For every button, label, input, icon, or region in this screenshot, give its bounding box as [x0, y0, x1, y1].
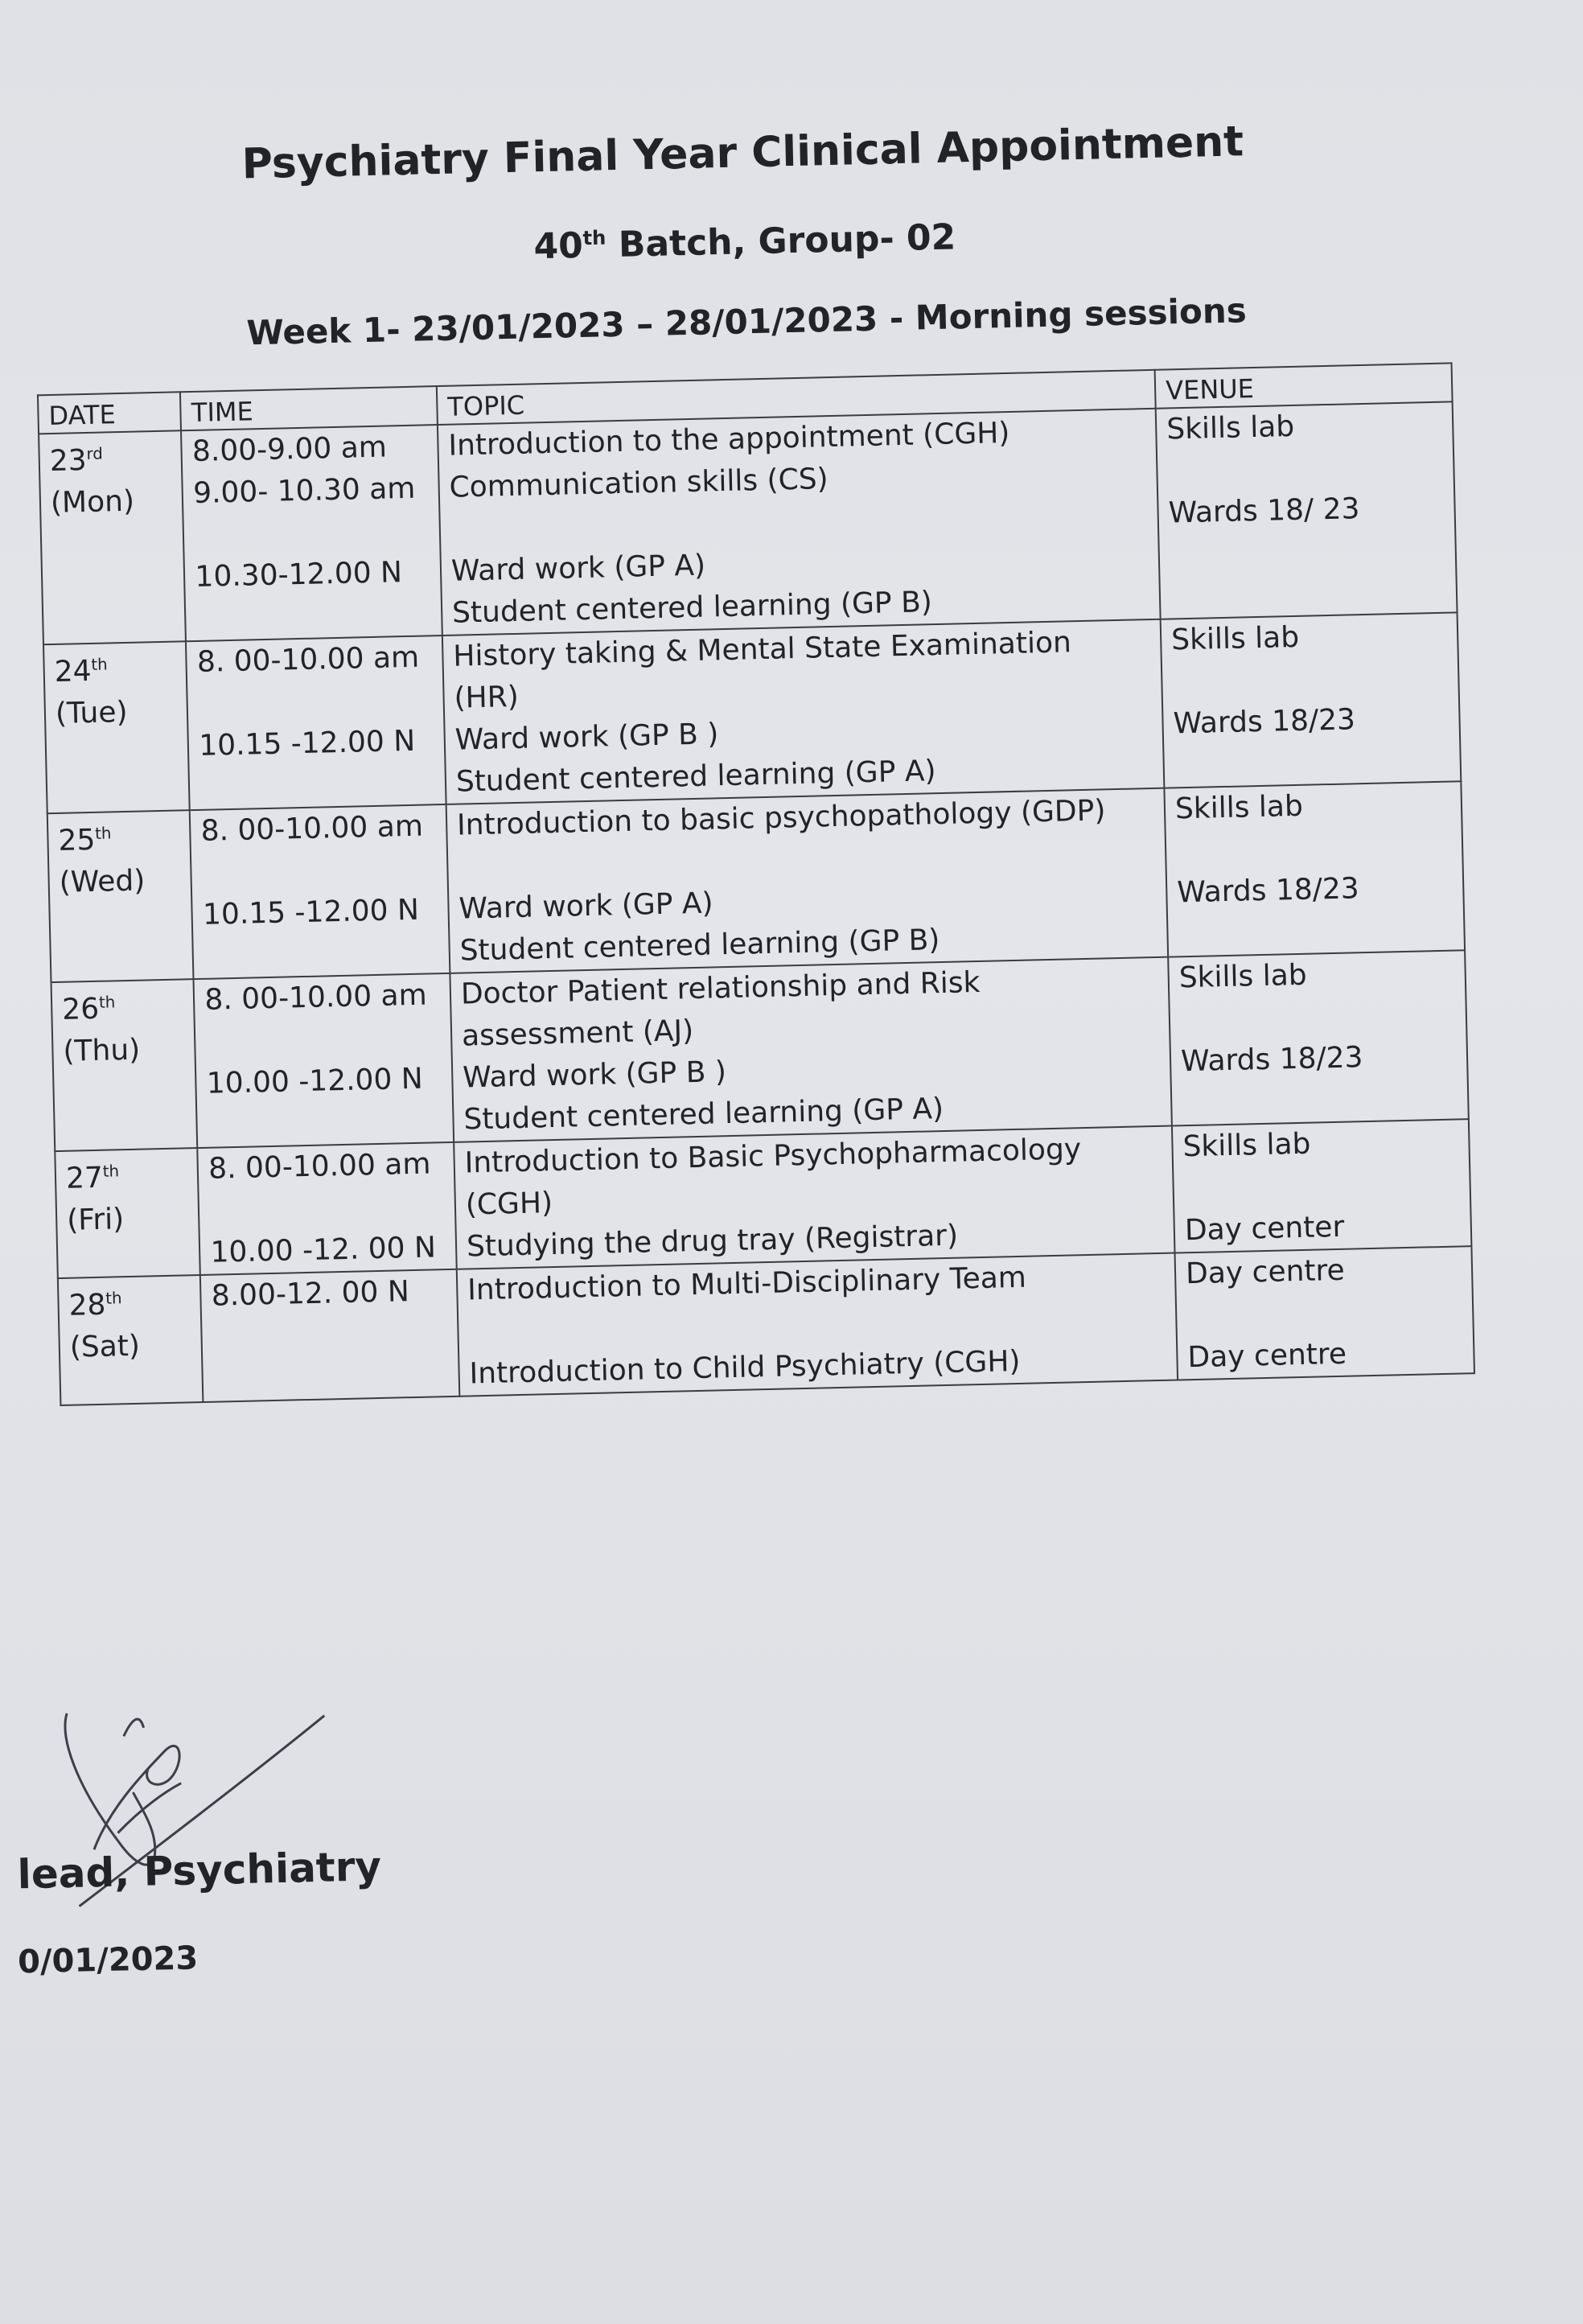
- day-name: (Sat): [69, 1329, 141, 1364]
- venue-cell: [1172, 1119, 1471, 1252]
- batch-ordinal: th: [582, 226, 606, 250]
- topic-line: Introduction to Child Psychiatry (CGH): [469, 1344, 1021, 1391]
- venue-line: Skills lab: [1166, 409, 1295, 446]
- topic-line: History taking & Mental State Examination: [452, 626, 1072, 673]
- venue-line: Wards 18/ 23: [1168, 492, 1360, 530]
- day-name: (Wed): [59, 864, 146, 899]
- day-number: 23: [49, 443, 88, 479]
- time-slot: 10.15 -12.00 N: [198, 724, 416, 763]
- date-cell: [51, 979, 198, 1151]
- venue-cell: [1175, 1246, 1474, 1380]
- time-slot: 10.30-12.00 N: [195, 556, 403, 594]
- time-cell: [200, 1269, 459, 1402]
- line-gap: [1179, 993, 1456, 1042]
- day-name: (Tue): [55, 695, 128, 730]
- topic-line: Student centered learning (GP B): [459, 923, 940, 968]
- document-title: Psychiatry Final Year Clinical Appointment: [241, 117, 1244, 189]
- line-gap: [1172, 656, 1449, 704]
- line-gap: [1176, 825, 1453, 873]
- time-slot: 8.00-9.00 am: [191, 430, 388, 468]
- topic-line: Doctor Patient relationship and Risk: [460, 965, 981, 1011]
- time-slot: 8.00-12. 00 N: [211, 1275, 410, 1313]
- time-slot: 8. 00-10.00 am: [204, 978, 428, 1017]
- line-gap: [201, 847, 438, 895]
- line-gap: [1186, 1289, 1463, 1337]
- time-cell: [198, 1142, 457, 1275]
- venue-cell: [1168, 950, 1469, 1125]
- date-cell: [47, 810, 194, 982]
- venue-line: Day centre: [1187, 1337, 1347, 1375]
- week-line: Week 1- 23/01/2023 – 28/01/2023 - Morning sessions: [246, 290, 1248, 353]
- venue-line: Day center: [1184, 1210, 1345, 1248]
- header-date: DATE: [38, 392, 181, 434]
- line-gap: [205, 1016, 442, 1063]
- time-slot: 10.15 -12.00 N: [202, 893, 420, 932]
- topic-cell: [442, 619, 1165, 804]
- topic-line: Studying the drug tray (Registrar): [466, 1219, 959, 1264]
- topic-cell: [454, 1126, 1174, 1269]
- time-cell: [190, 804, 450, 979]
- day-name: (Thu): [63, 1033, 141, 1068]
- day-ordinal: th: [105, 1289, 122, 1308]
- day-ordinal: th: [91, 655, 108, 674]
- batch-number: 40: [532, 224, 584, 268]
- date-cell: [58, 1275, 204, 1405]
- day-number: 24: [54, 654, 93, 689]
- venue-line: Skills lab: [1170, 620, 1300, 657]
- day-name: (Fri): [66, 1203, 125, 1237]
- day-number: 28: [68, 1288, 106, 1322]
- table-row: [39, 401, 1457, 644]
- topic-line: Ward work (GP A): [450, 549, 706, 588]
- venue-line: Skills lab: [1182, 1127, 1311, 1164]
- topic-line: Introduction to Multi-Disciplinary Team: [467, 1261, 1027, 1307]
- venue-line: Skills lab: [1174, 789, 1304, 826]
- time-cell: [194, 973, 454, 1148]
- venue-cell: [1164, 781, 1465, 956]
- day-ordinal: rd: [86, 444, 104, 463]
- topic-line: Communication skills (CS): [449, 463, 829, 504]
- topic-line: (CGH): [465, 1187, 553, 1222]
- table-row: [47, 781, 1465, 982]
- venue-cell: [1156, 401, 1458, 619]
- day-number: 25: [58, 823, 96, 858]
- venue-line: Wards 18/23: [1173, 703, 1356, 741]
- topic-cell: [438, 409, 1161, 636]
- line-gap: [1167, 445, 1444, 493]
- topic-line: Ward work (GP B ): [454, 718, 719, 757]
- time-slot: 10.00 -12.00 N: [206, 1062, 424, 1100]
- day-ordinal: th: [94, 824, 112, 843]
- date-cell: [39, 430, 186, 644]
- header-time: TIME: [180, 386, 438, 430]
- day-ordinal: th: [98, 993, 116, 1012]
- table-row: [43, 612, 1461, 813]
- time-slot: 8. 00-10.00 am: [208, 1147, 431, 1186]
- signatory-title: lead, Psychiatry: [17, 1843, 382, 1898]
- venue-cell: [1161, 612, 1462, 788]
- time-slot: 8. 00-10.00 am: [196, 640, 420, 679]
- day-ordinal: th: [102, 1162, 120, 1181]
- topic-line: Introduction to the appointment (CGH): [447, 416, 1010, 463]
- line-gap: [1183, 1162, 1460, 1210]
- table-row: [51, 950, 1469, 1151]
- venue-line: Day centre: [1185, 1253, 1346, 1291]
- batch-line: [0, 204, 1536, 281]
- topic-line: Student centered learning (GP B): [451, 586, 933, 630]
- schedule-body: [39, 401, 1474, 1405]
- line-gap: [198, 678, 434, 726]
- venue-line: Wards 18/23: [1180, 1041, 1363, 1079]
- topic-cell: [446, 788, 1169, 973]
- topic-line: Student centered learning (GP A): [463, 1092, 944, 1137]
- signature-date: 0/01/2023: [17, 1939, 199, 1981]
- venue-line: Wards 18/23: [1176, 872, 1360, 910]
- time-cell: [181, 425, 442, 641]
- topic-cell: [450, 957, 1172, 1142]
- line-gap: [209, 1185, 446, 1232]
- line-gap: [194, 509, 430, 557]
- topic-line: Introduction to basic psychopathology (GDP): [456, 794, 1106, 842]
- batch-group: Batch, Group- 02: [605, 216, 956, 266]
- topic-line: Introduction to Basic Psychopharmacology: [464, 1133, 1082, 1180]
- topic-line: Student centered learning (GP A): [455, 755, 936, 799]
- time-cell: [186, 636, 446, 810]
- day-name: (Mon): [50, 484, 135, 520]
- header-venue: VENUE: [1155, 363, 1453, 408]
- date-cell: [43, 641, 190, 813]
- topic-line: Ward work (GP B ): [462, 1055, 727, 1095]
- topic-line: (HR): [454, 680, 520, 715]
- topic-cell: [457, 1253, 1178, 1396]
- topic-line: Ward work (GP A): [458, 886, 714, 926]
- date-cell: [55, 1148, 200, 1278]
- time-slot: 9.00- 10.30 am: [192, 471, 416, 510]
- venue-line: Skills lab: [1178, 958, 1308, 995]
- time-slot: 10.00 -12. 00 N: [210, 1231, 437, 1269]
- time-slot: 8. 00-10.00 am: [200, 809, 424, 848]
- topic-line: assessment (AJ): [461, 1014, 694, 1053]
- day-number: 26: [61, 992, 100, 1026]
- header-topic: TOPIC: [437, 370, 1156, 425]
- day-number: 27: [65, 1161, 104, 1195]
- schedule-table: [37, 362, 1475, 1406]
